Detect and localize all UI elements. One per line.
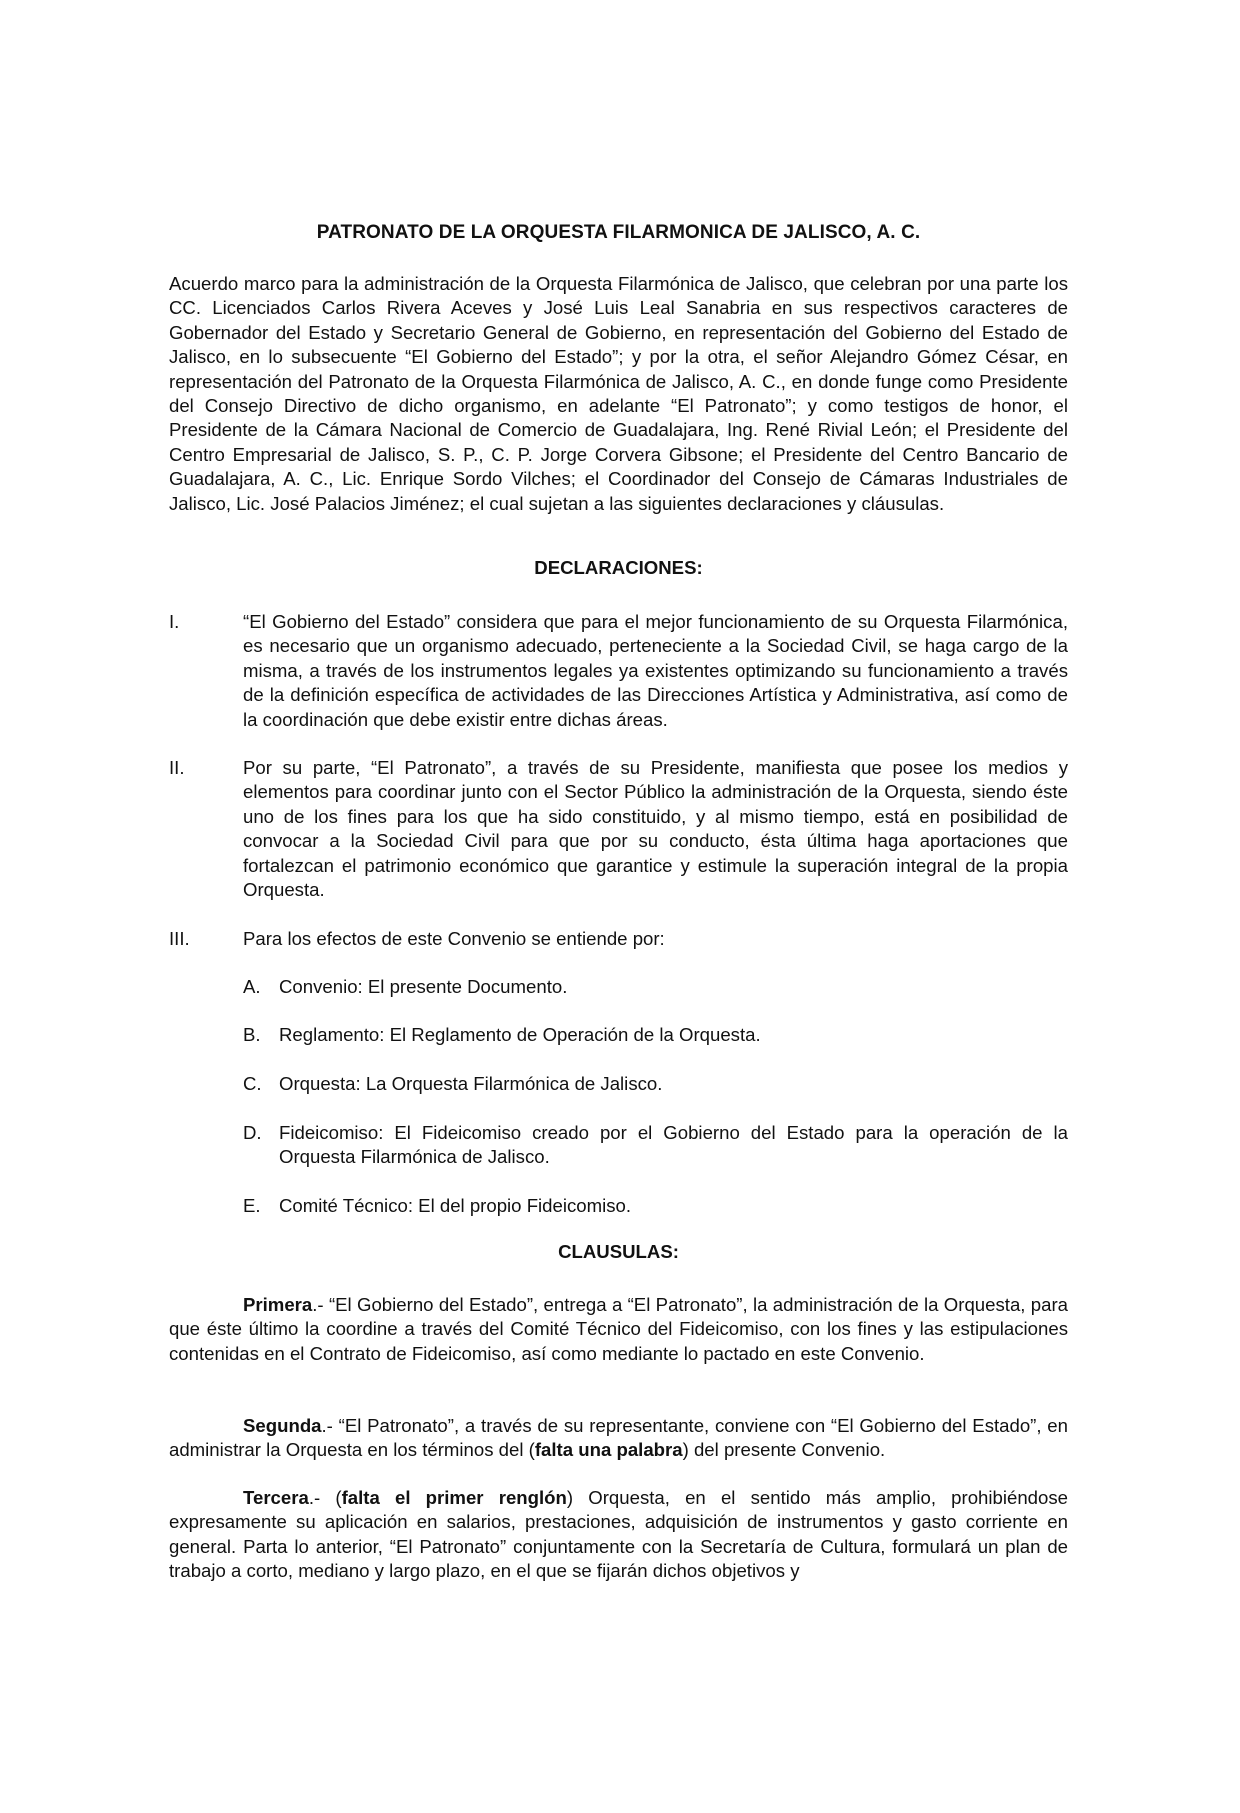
clausula-text: ) Orquesta, en el sentido más amplio, prohibiéndose expresamente su aplicación en salarios, prestaciones, adquisición de instrumentos y gasto corriente en general. Parta lo anterior, “El Patronato” conjuntamente con la Secretaría de Cultura, formulará un plan de trabajo a corto, mediano y largo plazo, en el que se fijarán dichos objetivos y bbox=[169, 1487, 1068, 1582]
definition-text: Orquesta: La Orquesta Filarmónica de Jalisco. bbox=[279, 1073, 663, 1094]
declaracion-number: I. bbox=[169, 611, 180, 632]
definition-text: Comité Técnico: El del propio Fideicomiso. bbox=[279, 1195, 632, 1216]
clausula-text: ) del presente Convenio. bbox=[682, 1439, 886, 1461]
clausula-text: .- “El Patronato”, a través de su representante, conviene con “El Gobierno del Estado”, en administrar la Orquesta en los términos del ( bbox=[169, 1415, 1068, 1461]
document-title: PATRONATO DE LA ORQUESTA FILARMONICA DE JALISCO, A. C. bbox=[316, 222, 921, 243]
definition-text: Reglamento: El Reglamento de Operación de la Orquesta. bbox=[279, 1024, 761, 1045]
definition-letter: A. bbox=[243, 976, 261, 997]
clausulas-heading: CLAUSULAS: bbox=[558, 1241, 679, 1262]
declaracion-text: Para los efectos de este Convenio se entiende por: bbox=[243, 928, 665, 949]
clausula-text: .- ( bbox=[308, 1487, 342, 1508]
clausula-text: .- “El Gobierno del Estado”, entrega a “El Patronato”, la administración de la Orquesta, para que éste último la coordine a través del Comité Técnico del Fideicomiso, con los fines y las estipulaciones contenidas en el Contrato de Fideicomiso, así como mediante lo pactado en este Convenio. bbox=[169, 1294, 1068, 1364]
missing-text-note: falta el primer renglón bbox=[341, 1487, 567, 1508]
clausula-label: Segunda bbox=[243, 1415, 322, 1436]
definition-letter: C. bbox=[243, 1073, 262, 1094]
declaracion-number: II. bbox=[169, 757, 185, 778]
clausula-label: Primera bbox=[243, 1294, 313, 1315]
declaracion-text: Por su parte, “El Patronato”, a través de su Presidente, manifiesta que posee los medios y elementos para coordinar junto con el Sector Público la administración de la Orquesta, siendo éste uno de los fines para los que ha sido constituido, y al mismo tiempo, está en posibilidad de convocar a la Sociedad Civil para que por su conducto, ésta última haga aportaciones que fortalezcan el patrimonio económico que garantice y estimule la superación integral de la propia Orquesta. bbox=[243, 757, 1068, 901]
intro-paragraph: Acuerdo marco para la administración de la Orquesta Filarmónica de Jalisco, que celebran por una parte los CC. Licenciados Carlos Rivera Aceves y José Luis Leal Sanabria en sus respectivos caracteres de Gobernador del Estado y Secretario General de Gobierno, en representación del Gobierno del Estado de Jalisco, en lo subsecuente “El Gobierno del Estado”; y por la otra, el señor Alejandro Gómez César, en representación del Patronato de la Orquesta Filarmónica de Jalisco, A. C., en donde funge como Presidente del Consejo Directivo de dicho organismo, en adelante “El Patronato”; y como testigos de honor, el Presidente de la Cámara Nacional de Comercio de Guadalajara, Ing. René Rivial León; el Presidente del Centro Empresarial de Jalisco, S. P., C. P. Jorge Corvera Gibsone; el Presidente del Centro Bancario de Guadalajara, A. C., Lic. Enrique Sordo Vilches; el Coordinador del Consejo de Cámaras Industriales de Jalisco, Lic. José Palacios Jiménez; el cual sujetan a las siguientes declaraciones y cláusulas. bbox=[169, 273, 1068, 514]
definition-letter: D. bbox=[243, 1122, 262, 1143]
clausula-primera bbox=[169, 1293, 1068, 1366]
declaracion-number: III. bbox=[169, 928, 190, 949]
definition-text: Convenio: El presente Documento. bbox=[279, 976, 568, 997]
clausula-tercera bbox=[169, 1486, 1068, 1584]
missing-text-note: falta una palabra bbox=[534, 1439, 683, 1461]
declaracion-text: “El Gobierno del Estado” considera que para el mejor funcionamiento de su Orquesta Filarmónica, es necesario que un organismo adecuado, perteneciente a la Sociedad Civil, se haga cargo de la misma, a través de los instrumentos legales ya existentes optimizando su funcionamiento a través de la definición específica de actividades de las Direcciones Artística y Administrativa, así como de la coordinación que debe existir entre dichas áreas. bbox=[243, 611, 1068, 730]
clausula-label: Tercera bbox=[243, 1487, 309, 1508]
definition-text: Fideicomiso: El Fideicomiso creado por el Gobierno del Estado para la operación de la Orquesta Filarmónica de Jalisco. bbox=[279, 1122, 1068, 1168]
declaraciones-heading: DECLARACIONES: bbox=[534, 557, 703, 578]
definition-letter: E. bbox=[243, 1195, 261, 1216]
clausula-segunda bbox=[169, 1414, 1068, 1463]
definition-letter: B. bbox=[243, 1024, 261, 1045]
